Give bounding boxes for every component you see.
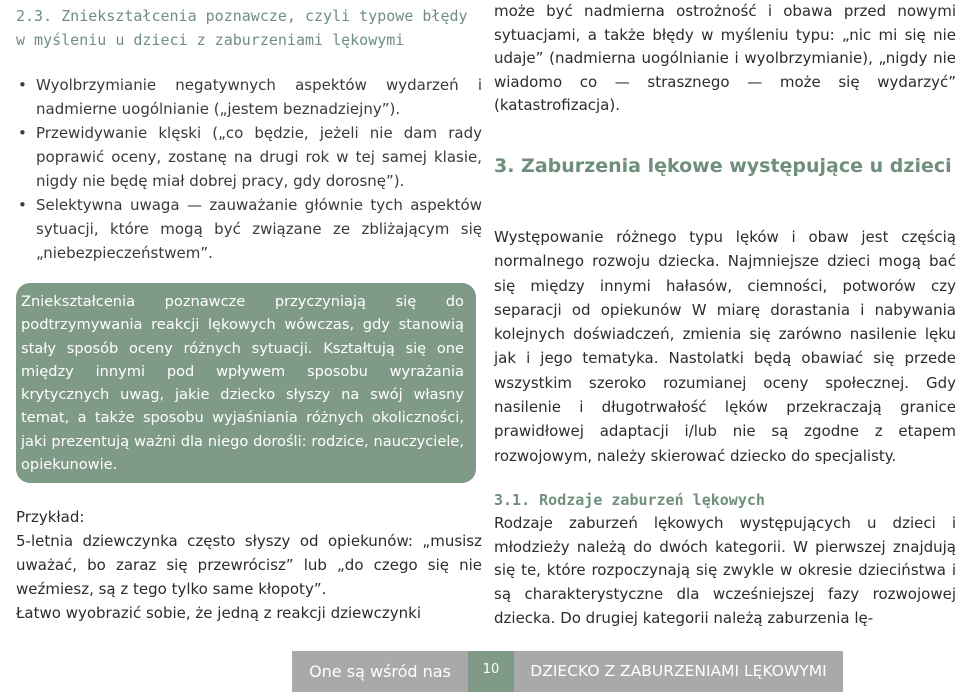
example-continued: Łatwo wyobrazić sobie, że jedną z reakcji dziewczynki: [16, 604, 422, 622]
footer-publication-title: DZIECKO Z ZABURZENIAMI LĘKOWYMI: [514, 651, 843, 692]
bullet-list: [16, 73, 482, 265]
highlight-box-text: Zniekształcenia poznawcze przyczyniają się do podtrzymywania reakcji lękowych wówczas, gdy stanowią stały sposób oceny różnych sytuacji. Kształtują się one między innymi pod wpływem sposobu wyrażania krytycznych uwag, jakie dziecko słyszy na swój własny temat, a także sposobu wyjaśniania różnych okoliczności, jaki prezentują ważni dla niego dorośli: rodzice, nauczyciele, opiekunowie.: [21, 293, 464, 474]
chapter-heading: 3. Zaburzenia lękowe występujące u dzieci: [494, 155, 952, 177]
highlight-box: [16, 283, 476, 483]
subsection-heading: 3.1. Rodzaje zaburzeń lękowych: [494, 491, 765, 509]
page-footer: [292, 651, 843, 692]
section-title: 2.3. Zniekształcenia poznawcze, czyli typowe błędy w myśleniu u dzieci z zaburzeniami lękowymi: [16, 7, 468, 49]
body-paragraph: Występowanie różnego typu lęków i obaw jest częścią normalnego rozwoju dziecka. Najmniejsze dzieci mogą bać się między innymi hałasów, ciemności, potworów czy separacji od opiekunów W miarę dorastania i nabywania kolejnych doświadczeń, zmienia się zarówno nasilenie lęku jak i jego tematyka. Nastolatki będą obawiać się przede wszystkim szeroko rozumianej oceny społecznej. Gdy nasilenie i długotrwałość lęków przekraczają granice prawidłowej adaptacji i/lub nie są zgodne z etapem rozwojowym, należy skierować dziecko do specjalisty.: [494, 228, 956, 465]
body-paragraph-2: Rodzaje zaburzeń lękowych występujących u dzieci i młodzieży należą do dwóch kategorii. W pierwszej znajdują się te, które rozpoczynają się zwykle w okresie dzieciństwa i są charakterystyczne dla wcześniejszej fazy rozwojowej dziecka. Do drugiej kategorii należą zaburzenia lę-: [494, 514, 956, 627]
example-block: [16, 505, 482, 625]
bullet-item: • Selektywna uwaga — zauważanie głównie tych aspektów sytuacji, które mogą być związane ze zbliżającym się „niebezpieczeństwem”.: [16, 193, 482, 265]
bullet-item: • Wyolbrzymianie negatywnych aspektów wydarzeń i nadmierne uogólnianie („jestem beznadziejny”).: [16, 73, 482, 121]
example-label: Przykład:: [16, 508, 85, 526]
footer-series-title: One są wśród nas: [292, 651, 468, 692]
page-number: 10: [468, 651, 514, 692]
bullet-item: • Przewidywanie klęski („co będzie, jeżeli nie dam rady poprawić oceny, zostanę na drugi rok w tej samej klasie, nigdy nie będę miał dobrej pracy, gdy dorosnę”).: [16, 121, 482, 193]
intro-paragraph: może być nadmierna ostrożność i obawa przed nowymi sytuacjami, a także błędy w myśleniu typu: „nic mi się nie udaje” (nadmierna uogólnianie i wyolbrzymianie), „nigdy nie wiadomo co — strasznego — może się wydarzyć” (katastrofizacja).: [494, 2, 956, 114]
example-text: 5-letnia dziewczynka często słyszy od opiekunów: „musisz uważać, bo zaraz się przewrócisz” lub „do czego się nie weźmiesz, są z tego tylko same kłopoty”.: [16, 532, 482, 598]
